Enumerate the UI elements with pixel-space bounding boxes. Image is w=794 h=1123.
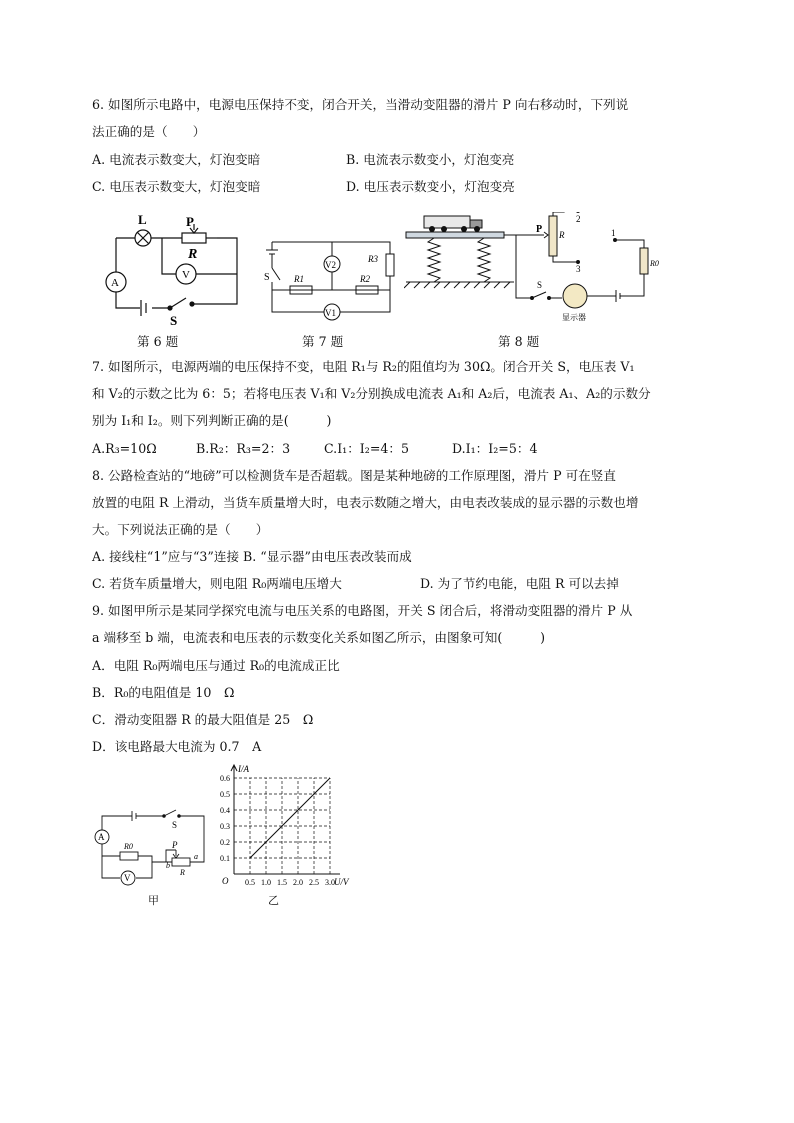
- fig9a-voltmeter-label: V: [124, 873, 131, 883]
- chart-x-tick-label: 2.0: [293, 878, 303, 887]
- q6-option-a: A. 电流表示数变大，灯泡变暗: [92, 152, 261, 167]
- figure-9a-caption: 甲: [148, 894, 159, 907]
- fig9a-slider-label: P: [172, 840, 178, 850]
- fig8-terminal-1: 1: [611, 228, 616, 238]
- chart-y-tick-label: 0.4: [220, 806, 230, 815]
- q8-line3: 大。下列说法正确的是（ ）: [92, 522, 269, 537]
- fig7-v1-label: V1: [325, 308, 336, 318]
- q6-option-d: D. 电压表示数变小，灯泡变亮: [346, 179, 515, 194]
- fig8-terminal-2: 2: [576, 214, 581, 224]
- chart-xlabel: U/V: [334, 877, 349, 887]
- fig8-switch-label: S: [537, 280, 543, 290]
- fig7-r2-label: R2: [360, 274, 370, 284]
- fig6-resistor-label: R: [188, 247, 198, 262]
- fig9a-r-label: R: [180, 868, 185, 877]
- chart-x-tick-label: 1.5: [277, 878, 287, 887]
- chart-y-tick-label: 0.2: [220, 838, 230, 847]
- figure-9b-chart: [200, 762, 350, 892]
- fig8-display-label: 显示器: [562, 313, 586, 322]
- fig9a-ammeter-label: A: [98, 832, 105, 842]
- q7-line1: 7. 如图所示，电源两端的电压保持不变，电阻 R₁与 R₂的阻值均为 30Ω。闭合开关 S，电压表 V₁: [92, 359, 635, 374]
- fig8-resistor-label: R: [559, 230, 565, 240]
- q9-option-d: D．该电路最大电流为 0.7 A: [92, 739, 262, 754]
- fig9a-r0-label: R0: [124, 842, 133, 851]
- fig6-switch-label: S: [170, 313, 178, 328]
- figure-8-weighbridge: [404, 212, 674, 324]
- chart-y-tick-label: 0.1: [220, 854, 230, 863]
- q6-option-c: C. 电压表示数变大，灯泡变暗: [92, 179, 261, 194]
- q8-option-d: D. 为了节约电能，电阻 R 可以去掉: [420, 576, 619, 591]
- figure-6-caption: 第 6 题: [137, 334, 179, 349]
- chart-x-tick-label: 3.0: [325, 878, 335, 887]
- chart-ylabel: I/A: [238, 764, 249, 774]
- q6-option-b: B. 电流表示数变小，灯泡变亮: [346, 152, 515, 167]
- q7-line3: 别为 I₁和 I₂。则下列判断正确的是( ): [92, 413, 332, 428]
- chart-origin-label: O: [222, 876, 229, 886]
- fig9a-b-label: b: [166, 861, 170, 870]
- q9-line1: 9. 如图甲所示是某同学探究电流与电压关系的电路图，开关 S 闭合后，将滑动变阻器的滑片 P 从: [92, 603, 633, 618]
- q9-line2: a 端移至 b 端，电流表和电压表的示数变化关系如图乙所示，由图象可知( ): [92, 630, 545, 645]
- chart-x-tick-label: 2.5: [309, 878, 319, 887]
- q8-line1: 8. 公路检查站的“地磅”可以检测货车是否超载。图是某种地磅的工作原理图，滑片 P 可在竖直: [92, 468, 616, 483]
- q9-option-a: A．电阻 R₀两端电压与通过 R₀的电流成正比: [92, 658, 340, 673]
- q8-option-a-b: A. 接线柱“1”应与“3”连接 B. “显示器”由电压表改装而成: [92, 549, 412, 564]
- chart-x-tick-label: 0.5: [245, 878, 255, 887]
- fig6-lamp-label: L: [138, 212, 147, 227]
- figure-9b-caption: 乙: [268, 894, 279, 907]
- fig6-voltmeter-label: V: [182, 269, 190, 281]
- chart-series-line: [250, 778, 330, 858]
- fig7-switch-label: S: [264, 272, 270, 283]
- q9-option-b: B．R₀的电阻值是 10 Ω: [92, 685, 235, 700]
- q7-option-b: B.R₂：R₃=2：3: [196, 441, 291, 456]
- fig7-r1-label: R1: [294, 274, 304, 284]
- fig8-slider-label: P: [536, 224, 543, 235]
- figure-8-caption: 第 8 题: [498, 334, 540, 349]
- q7-option-d: D.I₁：I₂=5：4: [452, 441, 538, 456]
- q8-line2: 放置的电阻 R 上滑动，当货车质量增大时，电表示数随之增大，由电表改装成的显示器的示数也增: [92, 495, 639, 510]
- q7-option-c: C.I₁：I₂=4：5: [324, 441, 410, 456]
- q8-option-c: C. 若货车质量增大，则电阻 R₀两端电压增大: [92, 576, 342, 591]
- fig6-ammeter-label: A: [111, 277, 119, 289]
- chart-y-tick-label: 0.3: [220, 822, 230, 831]
- q7-line2: 和 V₂的示数之比为 6：5；若将电压表 V₁和 V₂分别换成电流表 A₁和 A₂后，电流表 A₁、A₂的示数分: [92, 386, 651, 401]
- figure-6-circuit: [100, 212, 250, 330]
- chart-y-tick-label: 0.5: [220, 790, 230, 799]
- fig7-r3-label: R3: [368, 254, 378, 264]
- q6-stem-line1: 6. 如图所示电路中，电源电压保持不变，闭合开关，当滑动变阻器的滑片 P 向右移动时，下列说: [92, 97, 629, 112]
- fig8-terminal-3: 3: [576, 264, 581, 274]
- chart-y-tick-label: 0.6: [220, 774, 230, 783]
- q7-option-a: A.R₃=10Ω: [92, 441, 157, 456]
- figure-7-circuit: [262, 228, 402, 324]
- fig8-r0-label: R0: [650, 259, 659, 268]
- fig9a-a-label: a: [194, 852, 198, 861]
- figure-9a-circuit: [92, 806, 212, 890]
- fig9a-switch-label: S: [172, 820, 178, 830]
- fig6-slider-label: P: [186, 214, 194, 229]
- figure-7-caption: 第 7 题: [302, 334, 344, 349]
- fig7-v2-label: V2: [325, 260, 336, 270]
- q6-stem-line2: 法正确的是（ ）: [92, 124, 206, 139]
- chart-x-tick-label: 1.0: [261, 878, 271, 887]
- q9-option-c: C．滑动变阻器 R 的最大阻值是 25 Ω: [92, 712, 314, 727]
